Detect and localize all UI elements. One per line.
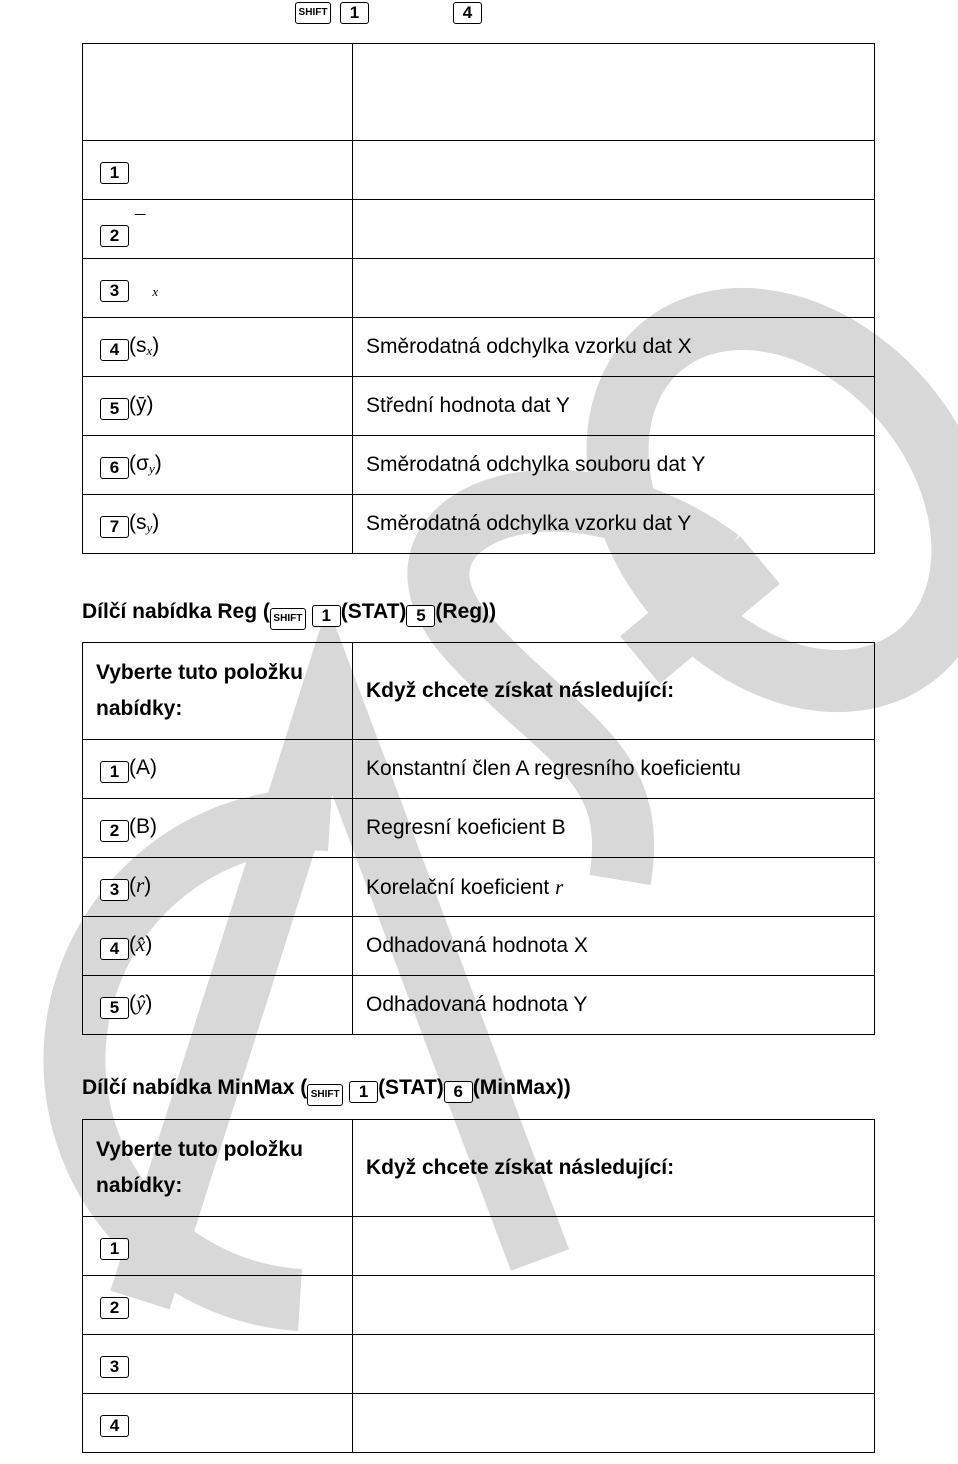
header-cell-description: Když chcete získat následující: [353, 1120, 875, 1217]
key-2-icon: 2 [100, 225, 129, 247]
table-row: 5 (ŷ) Odhadovaná hodnota Y [83, 976, 875, 1035]
shift-key-icon: SHIFT [270, 608, 306, 630]
row-description [353, 141, 875, 200]
table-row [83, 200, 875, 259]
key-1-icon: 1 [100, 761, 129, 783]
row-description: Střední hodnota dat Y [353, 377, 875, 436]
key-2-icon: 2 [100, 820, 129, 842]
row-description [353, 1335, 875, 1394]
table-header-row [83, 44, 875, 141]
row-symbol: (B) [129, 814, 157, 838]
key-1-icon: 1 [349, 1081, 378, 1103]
row-symbol: (A) [129, 755, 157, 779]
key-6-icon: 6 [444, 1081, 473, 1103]
row-symbol: x [152, 283, 159, 299]
key-7-icon: 7 [100, 516, 129, 538]
key-3-icon: 3 [100, 1356, 129, 1378]
table-row [83, 495, 875, 554]
row-symbol: ¯ [134, 211, 146, 235]
row-subscript: y [148, 460, 155, 476]
key-4-icon: 4 [453, 2, 482, 24]
row-description: Korelační koeficient [366, 875, 556, 899]
shift-key-icon: SHIFT [307, 1084, 343, 1106]
stat-label: (STAT) [340, 600, 407, 623]
section-title-text: Dílčí nabídka MinMax ( [82, 1076, 308, 1099]
table-row [83, 1335, 875, 1394]
reg-label: (Reg)) [435, 600, 497, 623]
header-cell-description: Když chcete získat následující: [353, 643, 875, 740]
table-row [83, 1217, 875, 1276]
table-row [83, 377, 875, 436]
minmax-menu-table [82, 1119, 875, 1453]
row-description-cell [353, 858, 875, 917]
row-description: Směrodatná odchylka souboru dat Y [353, 436, 875, 495]
table-row [83, 740, 875, 799]
reg-section-title [82, 599, 496, 630]
row-description-symbol: r [555, 874, 564, 899]
key-1-icon: 1 [312, 605, 341, 627]
table-row [83, 436, 875, 495]
row-description [353, 200, 875, 259]
row-description [353, 1394, 875, 1453]
row-symbol: (s [129, 510, 147, 534]
row-symbol-close: ) [152, 510, 160, 534]
stat-menu-table [82, 43, 875, 554]
table-row [83, 259, 875, 318]
table-row: 3 (r) Korelační koeficient r [83, 858, 875, 917]
key-1-icon: 1 [100, 1238, 129, 1260]
row-symbol-close: ) [152, 333, 160, 357]
row-description: Regresní koeficient B [353, 799, 875, 858]
key-5-icon: 5 [100, 997, 129, 1019]
row-symbol: (ȳ) [129, 392, 154, 416]
key-3-icon: 3 [100, 879, 129, 901]
key-1-icon: 1 [100, 162, 129, 184]
top-key-sequence [0, 2, 958, 28]
table-row [83, 141, 875, 200]
row-subscript: y [146, 519, 153, 535]
key-4-icon: 4 [100, 1415, 129, 1437]
header-cell-description [353, 44, 875, 141]
row-symbol: (σ [129, 451, 149, 475]
row-symbol-close: ) [154, 451, 162, 475]
row-description: Odhadovaná hodnota X [353, 917, 875, 976]
table-row [83, 799, 875, 858]
shift-key-icon: SHIFT [295, 2, 331, 24]
row-description: Konstantní člen A regresního koeficientu [353, 740, 875, 799]
key-1-icon: 1 [340, 2, 369, 24]
stat-label: (STAT) [378, 1076, 444, 1099]
row-symbol: (s [129, 333, 147, 357]
table-row: 4 (x̂) Odhadovaná hodnota X [83, 917, 875, 976]
row-description [353, 1276, 875, 1335]
key-4-icon: 4 [100, 938, 129, 960]
section-title-text: Dílčí nabídka Reg ( [82, 600, 270, 623]
key-4-icon: 4 [100, 339, 129, 361]
row-symbol: r [136, 873, 145, 897]
header-cell-option: Vyberte tuto položku nabídky: [83, 1120, 353, 1217]
key-3-icon: 3 [100, 280, 129, 302]
row-subscript: x [146, 342, 153, 358]
row-symbol: x̂ [136, 932, 146, 956]
table-row [83, 318, 875, 377]
row-symbol: ŷ [136, 991, 146, 1015]
row-description: Směrodatná odchylka vzorku dat Y [353, 495, 875, 554]
reg-menu-table [82, 642, 875, 1035]
header-cell-option [83, 44, 353, 141]
key-5-icon: 5 [406, 605, 435, 627]
row-description [353, 259, 875, 318]
table-header-row [83, 643, 875, 740]
row-description: Směrodatná odchylka vzorku dat X [353, 318, 875, 377]
row-description [353, 1217, 875, 1276]
row-description: Odhadovaná hodnota Y [353, 976, 875, 1035]
table-header-row [83, 1120, 875, 1217]
minmax-label: (MinMax)) [472, 1076, 571, 1099]
key-2-icon: 2 [100, 1297, 129, 1319]
minmax-section-title [82, 1075, 571, 1106]
key-6-icon: 6 [100, 457, 129, 479]
key-5-icon: 5 [100, 398, 129, 420]
table-row [83, 1394, 875, 1453]
table-row [83, 1276, 875, 1335]
header-cell-option: Vyberte tuto položku nabídky: [83, 643, 353, 740]
